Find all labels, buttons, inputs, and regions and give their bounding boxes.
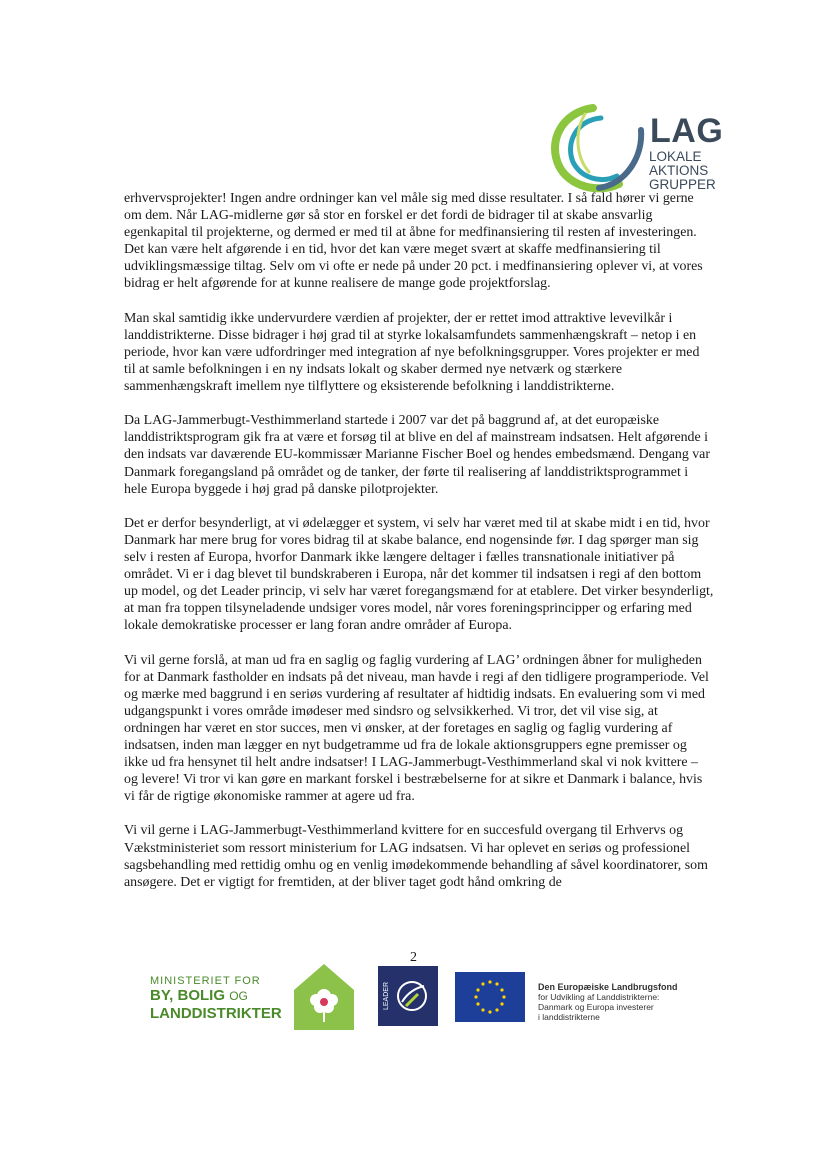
footer-logos <box>0 960 827 1040</box>
eu-flag-icon <box>455 972 525 1022</box>
ministry-logo <box>150 975 282 1023</box>
eu-fund-line: i landdistrikterne <box>538 1012 600 1022</box>
house-flower-icon <box>290 960 358 1037</box>
ministry-line: MINISTERIET FOR <box>150 975 261 987</box>
lag-logo-word: LAG <box>650 112 724 150</box>
lag-swirl-icon <box>545 100 645 200</box>
lag-logo-subtitle <box>649 150 716 192</box>
eu-fund-line: Danmark og Europa investerer <box>538 1002 654 1012</box>
lag-logo-line: GRUPPER <box>649 177 716 192</box>
paragraph: Man skal samtidig ikke undervurdere værdien af projekter, der er rettet imod attraktive levevilkår i landdistrikterne. Disse bidrager i høj grad til at styrke lokalsamfundets sammenhængskraft – netop i en periode, hvor kan være udfordringer med integration af nye befolkningsgrupper. Vores projekter er med til at samle befolkningen i en ny indsats lokalt og skaber dermed nye netværk og stærkere sammenhængskraft imellem nye tilflyttere og eksisterende befolkning i landdistrikterne. <box>124 310 700 395</box>
paragraph: erhvervsprojekter! Ingen andre ordninger kan vel måle sig med disse resultater. I så fald hører vi gerne om dem. Når LAG-midlerne gør så stor en forskel er det fordi de bidrager til at skabe ansvarlig egenkapital til projekterne, og dermed er med til at åbne for medfinansiering til resten af investeringen. Det kan være helt afgørende i en tid, hvor det kan være meget svært at skaffe medfinansiering til udviklingsmæssige tiltag. Selv om vi ofte er nede på under 20 pct. i medfinansiering oplever vi, at vores bidrag er helt afgørende for at kunne realisere de mange gode projektforslag. <box>124 191 703 292</box>
ministry-og: OG <box>229 989 248 1003</box>
letter-body <box>124 190 714 908</box>
paragraph: Vi vil gerne forslå, at man ud fra en saglig og faglig vurdering af LAG’ ordningen åbner for muligheden for at Danmark fastholder en indsats på det niveau, man havde i regi af den tidligere programperiode. Vel og mærke med baggrund i en seriøs vurdering af resultater af hidtidig indsats. En evaluering som vi med udgangspunkt i vores område imødeser med sindsro og selvsikkerhed. Vi tror, det vil vise sig, at ordningen har været en stor succes, men vi ønsker, at der foretages en saglig og faglig vurdering af indsatsen, inden man lægger en nyt budgetramme ud fra de lokale aktionsgruppers egne premisser og ikke ud fra hensynet til helt andre indsatser! I LAG-Jammerbugt-Vesthimmerland skal vi nok kvittere – og levere! Vi tror vi kan gøre en markant forskel i bestræbelserne for at sikre et Danmark i balance, hvis vi får de rigtige økonomiske rammer at agere ud fra. <box>124 652 709 805</box>
paragraph: Da LAG-Jammerbugt-Vesthimmerland startede i 2007 var det på baggrund af, at det europæiske landdistriktsprogram gik fra at være et forsøg til at blive en del af mainstream indsatsen. Helt afgørende i den indsats var daværende EU-kommissær Marianne Fischer Boel og hendes embedsmænd. Dengang var Danmark foregangsland på området og de tanker, der førte til realisering af landdistriktsprogrammet i hele Europa byggede i høj grad på danske pilotprojekter. <box>124 413 710 497</box>
ministry-line <box>150 987 282 1005</box>
eu-fund-line: for Udvikling af Landdistrikterne: <box>538 992 660 1002</box>
lag-logo-line: LOKALE <box>649 149 702 164</box>
lag-logo-line: AKTIONS <box>649 163 709 178</box>
leader-logo <box>378 966 438 1026</box>
eu-fund-text <box>538 982 678 1022</box>
paragraph: Det er derfor besynderligt, at vi ødelægger et system, vi selv har været med til at skabe midt i en tid, hvor Danmark har mere brug for vores bidrag til at skabe balance, end nogensinde før. I dag spørger man sig selv i resten af Europa, hvorfor Danmark ikke længere deltager i fælles transnationale initiativer på området. Vi er i dag blevet til bundskraberen i Europa, når det kommer til indsatsen i regi af den bottom up model, og det Leader princip, vi selv har været foregangsmænd for at etablere. Det virker besynderligt, at man fra toppen tilsyneladende undsiger vores model, når vores foreningsprincipper og erfaring med lokale demokratiske processer er lang foran andre områder af Europa. <box>124 515 714 634</box>
eu-fund-line: Den Europæiske Landbrugsfond <box>538 982 678 992</box>
leader-label: LEADER <box>383 981 390 1010</box>
ministry-line-text: BY, BOLIG <box>150 987 226 1004</box>
ministry-line: LANDDISTRIKTER <box>150 1005 282 1022</box>
lag-logo <box>545 100 745 200</box>
leader-icon <box>378 966 438 1026</box>
page-number: 2 <box>410 950 417 965</box>
paragraph: Vi vil gerne i LAG-Jammerbugt-Vesthimmerland kvittere for en succesfuld overgang til Erhvervs og Vækstministeriet som ressort ministerium for LAG indsatsen. Vi har oplevet en seriøs og professionel sagsbehandling med rettidig omhu og en venlig imødekommende behandling af såvel koordinatorer, som ansøgere. Det er vigtigt for fremtiden, at der bliver taget godt hånd omkring de <box>124 823 708 890</box>
